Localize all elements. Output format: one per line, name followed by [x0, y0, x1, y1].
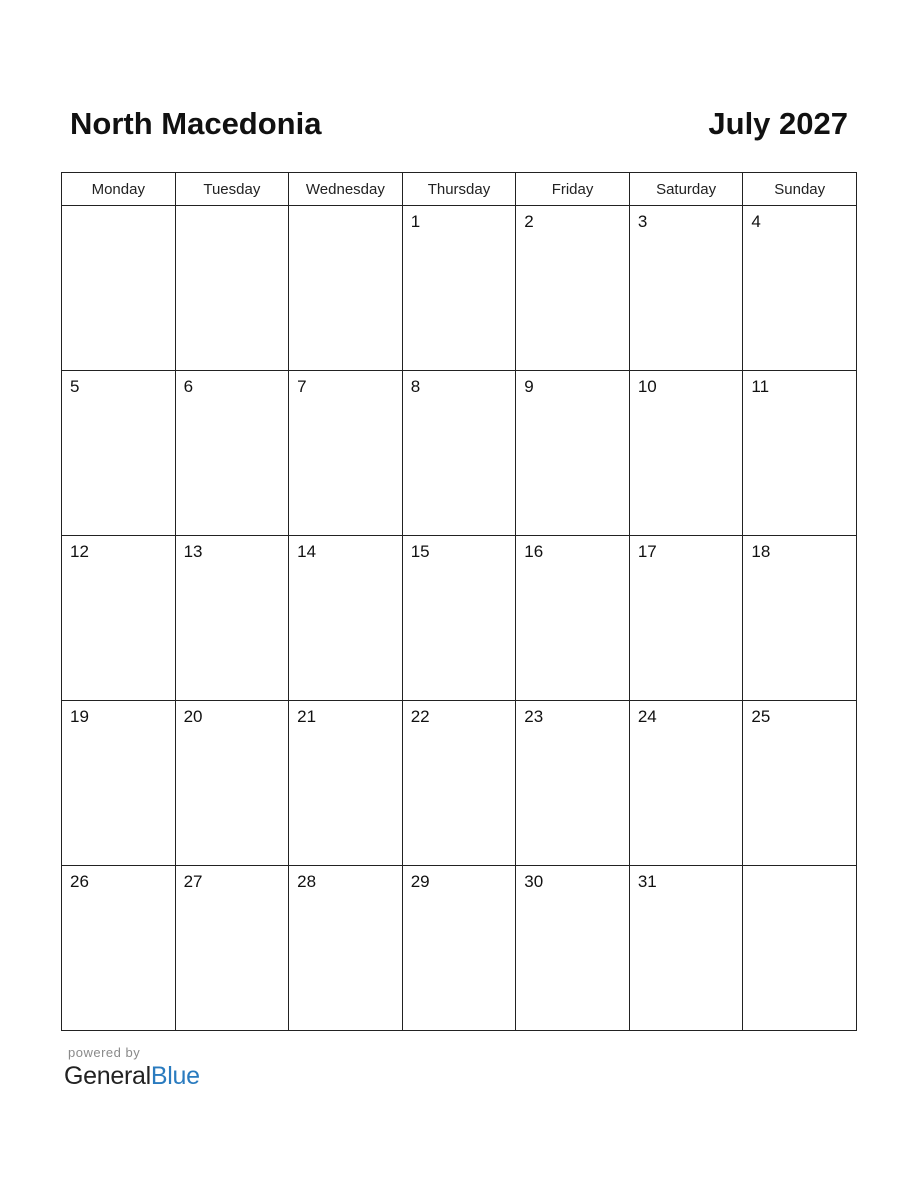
day-cell	[516, 866, 630, 1031]
day-number: 9	[524, 377, 534, 396]
day-number: 24	[637, 707, 657, 726]
weekday-header-thursday: Thursday	[402, 173, 516, 206]
day-cell	[402, 206, 516, 371]
day-number: 13	[183, 542, 203, 561]
day-number: 16	[524, 542, 544, 561]
day-number: 23	[524, 707, 544, 726]
brand-name-general: General	[64, 1062, 151, 1090]
day-cell	[743, 866, 857, 1031]
generalblue-logo	[64, 1061, 200, 1091]
day-number: 25	[751, 707, 771, 726]
day-cell	[629, 866, 743, 1031]
calendar-grid	[61, 172, 857, 1031]
day-cell	[175, 371, 289, 536]
weekday-header-tuesday: Tuesday	[175, 173, 289, 206]
day-cell	[175, 866, 289, 1031]
day-cell	[62, 866, 176, 1031]
day-number: 10	[637, 377, 657, 396]
day-cell	[175, 701, 289, 866]
week-row-5	[62, 866, 857, 1031]
day-number: 31	[637, 872, 657, 891]
weekday-header-wednesday: Wednesday	[289, 173, 403, 206]
day-cell	[629, 206, 743, 371]
day-number: 6	[183, 377, 194, 396]
day-number: 5	[70, 377, 80, 396]
day-cell	[743, 701, 857, 866]
day-cell	[289, 536, 403, 701]
day-cell	[516, 371, 630, 536]
day-number: 21	[297, 707, 317, 726]
day-cell	[516, 536, 630, 701]
day-number: 12	[70, 542, 89, 561]
week-row-3	[62, 536, 857, 701]
day-number: 30	[524, 872, 544, 891]
day-cell	[175, 206, 289, 371]
day-number: 4	[751, 212, 761, 231]
day-number: 11	[751, 377, 770, 396]
day-number: 17	[637, 542, 657, 561]
weekday-header-friday: Friday	[516, 173, 630, 206]
weekday-header-row	[62, 173, 857, 206]
day-cell	[175, 536, 289, 701]
day-number	[62, 206, 175, 212]
day-cell	[743, 536, 857, 701]
day-number: 29	[410, 872, 430, 891]
day-cell	[516, 701, 630, 866]
day-cell	[629, 371, 743, 536]
calendar-month-title: July 2027	[708, 106, 848, 141]
day-number: 1	[410, 212, 421, 231]
day-cell	[629, 701, 743, 866]
week-row-4	[62, 701, 857, 866]
day-cell	[289, 206, 403, 371]
day-number: 28	[297, 872, 317, 891]
day-number	[289, 206, 402, 212]
day-cell	[289, 866, 403, 1031]
day-cell	[62, 536, 176, 701]
day-number: 15	[410, 542, 430, 561]
day-number: 19	[70, 707, 89, 726]
day-cell	[402, 701, 516, 866]
day-cell	[402, 866, 516, 1031]
day-number: 14	[297, 542, 317, 561]
day-cell	[289, 701, 403, 866]
day-number: 26	[70, 872, 89, 891]
day-number: 27	[183, 872, 203, 891]
day-number	[743, 866, 856, 872]
day-number: 8	[410, 377, 421, 396]
day-number	[176, 206, 289, 212]
day-cell	[62, 206, 176, 371]
weekday-header-saturday: Saturday	[629, 173, 743, 206]
week-row-1	[62, 206, 857, 371]
day-cell	[289, 371, 403, 536]
day-cell	[62, 371, 176, 536]
week-row-2	[62, 371, 857, 536]
day-number: 18	[751, 542, 771, 561]
day-number: 7	[297, 377, 307, 396]
powered-by-text: powered by	[68, 1045, 141, 1060]
day-cell	[516, 206, 630, 371]
day-cell	[62, 701, 176, 866]
day-cell	[743, 206, 857, 371]
weekday-header-sunday: Sunday	[743, 173, 857, 206]
day-number: 3	[637, 212, 648, 231]
weekday-header-monday: Monday	[62, 173, 176, 206]
day-cell	[402, 371, 516, 536]
day-cell	[402, 536, 516, 701]
day-number: 20	[183, 707, 203, 726]
day-number: 22	[410, 707, 430, 726]
brand-name-blue: Blue	[150, 1062, 200, 1090]
day-cell	[629, 536, 743, 701]
calendar-country-title: North Macedonia	[70, 106, 322, 141]
footer-branding	[64, 1045, 200, 1091]
day-number: 2	[524, 212, 534, 231]
day-cell	[743, 371, 857, 536]
